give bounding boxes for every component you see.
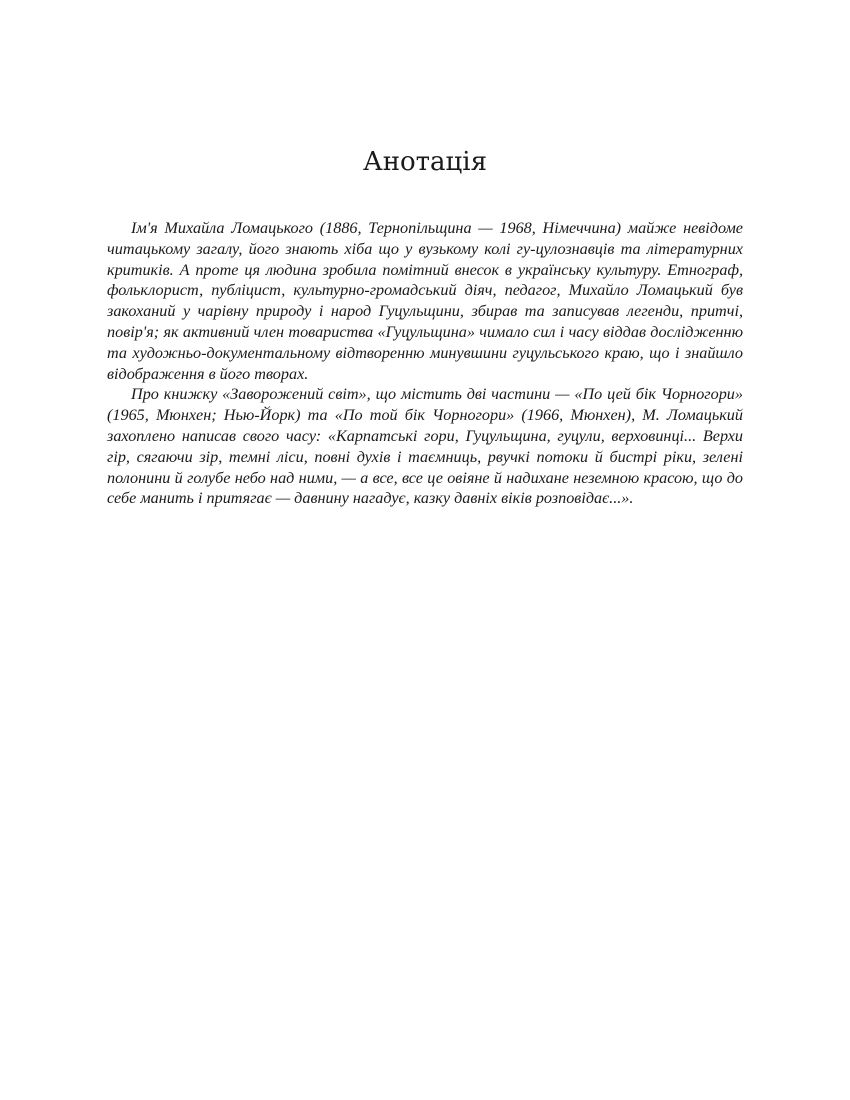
- paragraph-2: Про книжку «Заворожений світ», що містить дві частини — «По цей бік Чорногори» (1965, Мюнхен; Нью-Йорк) та «По той бік Чорногори» (1966, Мюнхен), М. Ломацький захоплено написав свого часу: «Карпатські гори, Гуцульщина, гуцули, верховинці... Верхи гір, сягаючи зір, темні ліси, повні духів і таємниць, рвучкі потоки й бистрі ріки, зелені полонини й голубе небо над ними, — а все, все це овіяне й надихане неземною красою, що до себе манить і притягає — давнину нагадує, казку давніх віків розповідає...».: [107, 385, 743, 508]
- paragraph-1: Ім'я Михайла Ломацького (1886, Тернопільщина — 1968, Німеччина) майже невідоме читацькому загалу, його знають хіба що у вузькому колі гу-цулознавців та літературних критиків. А проте ця людина зробила помітний внесок в українську культуру. Етнограф, фольклорист, публіцист, культурно-громадський діяч, педагог, Михайло Ломацький був закоханий у чарівну природу і народ Гуцульщини, збирав та записував легенди, притчі, повір'я; як активний член товариства «Гуцульщина» чимало сил і часу віддав дослідженню та художньо-документальному відтворенню минувшини гуцульського краю, що і знайшло відображення в його творах.: [107, 219, 743, 383]
- annotation-body: [107, 218, 743, 509]
- page-title: Анотація: [363, 147, 487, 177]
